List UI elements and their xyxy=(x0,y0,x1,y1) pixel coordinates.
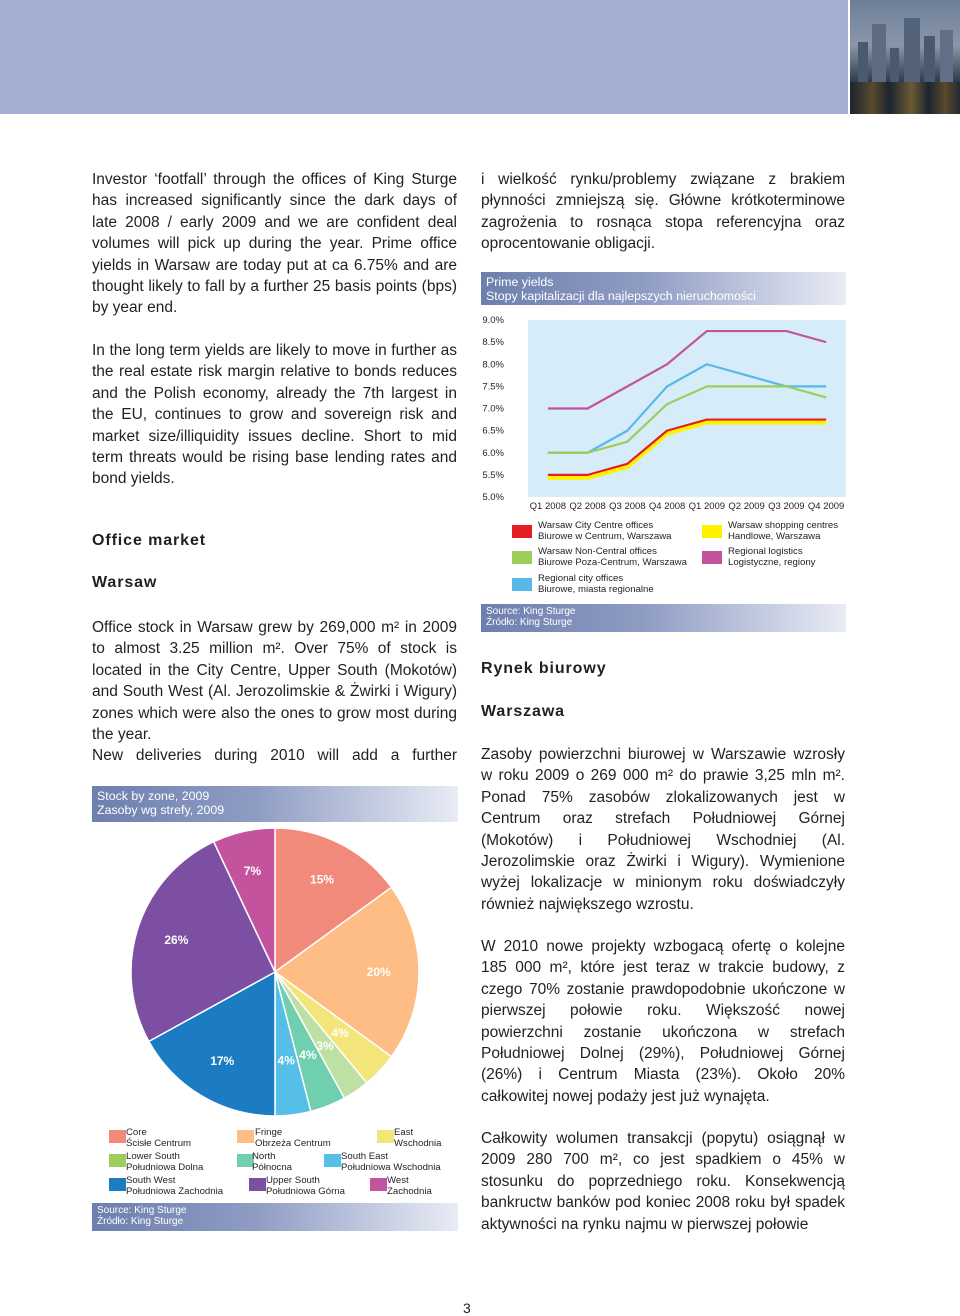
legend-swatch-regional-city-offices xyxy=(512,578,532,591)
pie-slice-label: 3% xyxy=(316,1038,334,1053)
legend-swatch-regional-logistics xyxy=(702,551,722,564)
right-paragraph-new-projects: W 2010 nowe projekty wzbogacą ofertę o kolejne 185 000 m², które jest teraz w trakcie budowy, z czego 70% zostanie prawdopodobnie ukończone w pierwszej połowie roku. Większość nowej powierzchni zostanie ukończona w strefach Południowej Dolnej (29%), Południowej Górnej (26%) i Centrum Miasta (23%). Około 20% całkowitej nowej podaży jest już wynajęta. xyxy=(481,938,845,1105)
x-tick-label: Q3 2008 xyxy=(609,501,646,512)
legend-swatch-south-east xyxy=(324,1154,341,1167)
legend-label-east: East Wschodnia xyxy=(394,1127,442,1149)
legend-swatch-west xyxy=(370,1178,387,1191)
line-chart-title-bar xyxy=(481,272,846,305)
legend-label-south-east: South East Południowa Wschodnia xyxy=(341,1151,441,1173)
left-paragraph-investor-footfall: Investor ‘footfall’ through the offices of King Sturge has increased significantly since the dark days of late 2008 / early 2009 and we are confident deal volumes will pick up during the year. Prime office yields in Warsaw are today put at ca 6.75% and are thought likely to fall by a further 25 basis points (bps) by year end. xyxy=(92,171,457,317)
left-paragraph-office-stock: Office stock in Warsaw grew by 269,000 m² in 2009 to almost 3.25 million m². Over 75% of stock is located in the City Centre, Upper South (Mokotów) and South West (Al. Jerozolimskie & Żwirki i Wigury) zones which were also the ones to grow most during the year. xyxy=(92,619,457,744)
legend-swatch-fringe xyxy=(237,1130,254,1143)
legend-label-city-centre-offices: Warsaw City Centre offices Biurowe w Centrum, Warszawa xyxy=(538,520,672,542)
y-tick-label: 8.5% xyxy=(482,337,504,349)
left-office-stock-text xyxy=(92,617,457,767)
legend-swatch-south-west xyxy=(109,1178,126,1191)
left-paragraph-long-term: In the long term yields are likely to move in further as the real estate risk margin relative to bonds reduces and the Polish economy, already the 7th largest in the EU, continues to grow and sovereign risk and market size/illiquidity issues decline. Short to mid term threats would be rising base lending rates and bond yields. xyxy=(92,342,457,488)
legend-swatch-upper-south xyxy=(249,1178,266,1191)
right-stock-text xyxy=(481,744,845,915)
legend-label-north: North Północna xyxy=(252,1151,293,1173)
pie-chart-source-bar: Source: King Sturge Źródło: King Sturge xyxy=(92,1203,458,1231)
page-number: 3 xyxy=(463,1300,471,1316)
heading-warsaw: Warsaw xyxy=(92,574,158,591)
pie-slice-label: 4% xyxy=(277,1053,295,1068)
legend-label-non-central-offices: Warsaw Non-Central offices Biurowe Poza-Centrum, Warszawa xyxy=(538,546,687,568)
x-tick-label: Q2 2009 xyxy=(728,501,765,512)
line-chart-title-pl: Stopy kapitalizacji dla najlepszych nieruchomości xyxy=(486,288,756,303)
x-tick-label: Q3 2009 xyxy=(768,501,805,512)
legend-swatch-east xyxy=(377,1130,394,1143)
legend-label-shopping-centres: Warsaw shopping centres Handlowe, Warszawa xyxy=(728,520,839,542)
legend-swatch-non-central-offices xyxy=(512,551,532,564)
left-intro-text xyxy=(92,169,457,319)
line-chart-title-en: Prime yields xyxy=(486,275,554,289)
warsaw-skyline-photo xyxy=(848,0,960,114)
pie-slice-label: 4% xyxy=(299,1048,317,1063)
x-tick-label: Q4 2009 xyxy=(807,501,845,512)
pie-slice-label: 26% xyxy=(164,932,189,947)
x-tick-label: Q4 2008 xyxy=(648,501,686,512)
y-tick-label: 7.0% xyxy=(482,403,504,415)
legend-swatch-lower-south xyxy=(109,1154,126,1167)
heading-warszawa: Warszawa xyxy=(481,703,565,720)
x-tick-label: Q1 2009 xyxy=(688,501,726,512)
right-intro-text xyxy=(481,169,845,255)
right-paragraph-take-up: Całkowity wolumen transakcji (popytu) osiągnął w 2009 280 700 m², co jest spadkiem o 45% w stosunku do poprzedniego roku. Konsekwencją bankructw banków pod koniec 2008 roku był spadek aktywności na rynku najmu w pierwszej połowie xyxy=(481,1130,845,1233)
x-tick-label: Q2 2008 xyxy=(569,501,606,512)
y-tick-label: 5.0% xyxy=(482,492,504,503)
heading-office-market: Office market xyxy=(92,532,206,549)
legend-label-regional-logistics: Regional logistics Logistyczne, regiony xyxy=(728,546,816,568)
legend-label-fringe: Fringe Obrzeża Centrum xyxy=(255,1127,331,1149)
y-tick-label: 9.0% xyxy=(482,315,504,326)
right-take-up-text xyxy=(481,1128,845,1235)
header-banner xyxy=(0,0,960,114)
legend-label-south-west: South West Południowa Zachodnia xyxy=(126,1175,224,1197)
left-paragraph-new-deliveries: New deliveries during 2010 will add a further xyxy=(92,747,457,765)
pie-slice-label: 4% xyxy=(331,1026,349,1041)
pie-slice-label: 7% xyxy=(243,863,262,878)
y-tick-label: 5.5% xyxy=(482,469,504,481)
prime-yields-line-chart xyxy=(474,312,854,517)
stock-by-zone-pie-chart xyxy=(92,826,458,1120)
legend-label-core: Core Ścisłe Centrum xyxy=(126,1127,192,1149)
y-tick-label: 6.0% xyxy=(482,447,504,459)
pie-slice-label: 15% xyxy=(310,872,335,887)
y-tick-label: 8.0% xyxy=(482,359,504,371)
legend-swatch-city-centre-offices xyxy=(512,525,532,538)
pie-chart-title-pl: Zasoby wg strefy, 2009 xyxy=(97,802,225,817)
legend-label-lower-south: Lower South Południowa Dolna xyxy=(126,1151,204,1173)
line-chart-source-bar: Source: King Sturge Źródło: King Sturge xyxy=(481,604,846,632)
x-tick-label: Q1 2008 xyxy=(529,501,567,512)
heading-rynek-biurowy: Rynek biurowy xyxy=(481,660,607,677)
legend-label-regional-city-offices: Regional city offices Biurowe, miasta regionalne xyxy=(538,573,654,595)
right-new-projects-text xyxy=(481,936,845,1107)
pie-slice-label: 20% xyxy=(366,965,391,979)
legend-label-upper-south: Upper South Południowa Górna xyxy=(266,1175,345,1197)
y-tick-label: 7.5% xyxy=(482,381,504,393)
right-paragraph-stock: Zasoby powierzchni biurowej w Warszawie wzrosły w roku 2009 o 269 000 m² do prawie 3,25 mln m². Ponad 75% zasobów zlokalizowanych jest w Centrum oraz strefach Południowej Górnej (Mokotów) i Południowej Wschodniej (Al. Jerozolimskie oraz Żwirki i Wigury). Wymienione wyżej lokalizacje w minionym roku doświadczyły również największego wzrostu. xyxy=(481,746,845,913)
pie-chart-title-bar xyxy=(92,786,458,822)
right-paragraph-short-term: i wielkość rynku/problemy związane z brakiem płynności zmniejszą się. Główne krótkoterminowe zagrożenia to rosnąca stopa referencyjna oraz oprocentowanie obligacji. xyxy=(481,171,845,253)
legend-label-west: West Zachodnia xyxy=(387,1175,432,1197)
y-tick-label: 6.5% xyxy=(482,425,504,437)
pie-chart-title-en: Stock by zone, 2009 xyxy=(97,789,210,803)
left-long-term-text xyxy=(92,340,457,490)
legend-swatch-shopping-centres xyxy=(702,525,722,538)
pie-slice-label: 17% xyxy=(210,1054,235,1069)
legend-swatch-core xyxy=(109,1130,126,1143)
